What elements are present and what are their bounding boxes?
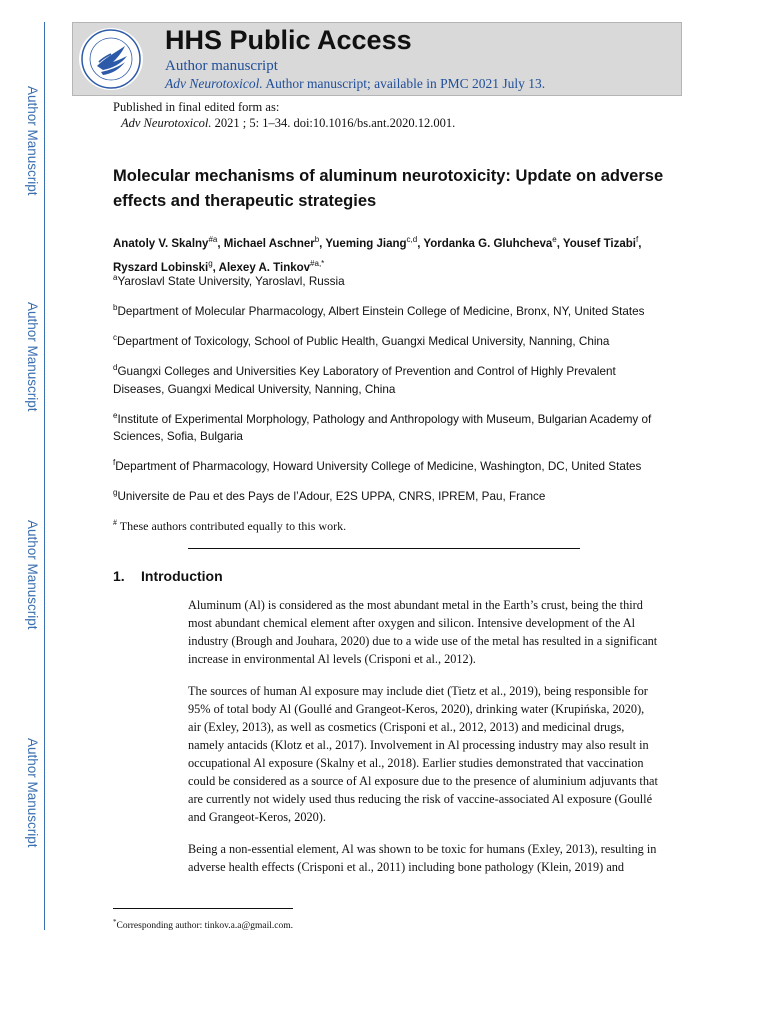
journal-name[interactable]: Adv Neurotoxicol. [165, 76, 263, 91]
section-title: Introduction [141, 568, 223, 584]
author-name: Yueming Jiang [325, 237, 407, 250]
affiliation-sup: g [113, 488, 118, 498]
author-name: Ryszard Lobinski [113, 261, 209, 274]
sidebar-rule [44, 22, 45, 930]
affiliation-text: Yaroslavl State University, Yaroslavl, Russia [117, 274, 345, 288]
affiliation-sup: d [113, 362, 118, 372]
availability-text: Author manuscript; available in PMC 2021 July 13. [265, 76, 546, 91]
section-heading [113, 568, 223, 584]
author-name: Alexey A. Tinkov [218, 261, 311, 274]
affiliation-text: Guangxi Colleges and Universities Key Laboratory of Prevention and Control of Highly Prevalent Diseases, Guangxi Medical University, Nanning, China [113, 364, 616, 396]
affiliation-text: Universite de Pau et des Pays de l’Adour, E2S UPPA, CNRS, IPREM, Pau, France [117, 490, 546, 504]
affiliation [113, 269, 658, 291]
affiliation [113, 329, 658, 351]
affiliation-sup: e [113, 410, 118, 420]
footnote-divider [113, 908, 293, 909]
author-name: Anatoly V. Skalny [113, 237, 209, 250]
published-journal: Adv Neurotoxicol. [121, 116, 212, 130]
author-sup: e [552, 235, 557, 244]
sidebar-label-author-manuscript: Author Manuscript [25, 520, 40, 630]
affiliation-text: Department of Pharmacology, Howard University College of Medicine, Washington, DC, United States [115, 460, 642, 474]
published-details: 2021 ; 5: 1–34. doi:10.1016/bs.ant.2020.12.001. [214, 116, 456, 130]
affiliation-text: Department of Molecular Pharmacology, Albert Einstein College of Medicine, Bronx, NY, United States [117, 304, 645, 318]
journal-citation [165, 76, 545, 92]
affiliation [113, 299, 658, 321]
sidebar-label-author-manuscript: Author Manuscript [25, 86, 40, 196]
author-sup: b [314, 235, 320, 244]
author-sup: f [635, 235, 639, 244]
paragraph: The sources of human Al exposure may include diet (Tietz et al., 2019), being responsible for 95% of total body Al (Goullé and Grangeot-Keros, 2020), drinking water (Krupińska, 2020), air (Exley, 2013), as well as cosmetics (Crisponi et al., 2012, 2013) and medicinal drugs, namely antacids (Klotz et al., 2017). Involvement in Al processing industry may also result in occupational Al exposure (Skalny et al., 2018). Earlier studies demonstrated that vaccination could be considered as a source of Al exposure due to the presence of aluminium adjuvants that are currently not widely used thus reducing the risk of vaccine-associated Al exposure (Goullé and Grangeot-Keros, 2020). [188, 684, 658, 824]
author-sup: #a,* [310, 258, 325, 268]
paragraph: Aluminum (Al) is considered as the most abundant metal in the Earth’s crust, being the third most abundant chemical element after oxygen and silicon. Intensive development of the Al industry (Brough and Jouhara, 2020) due to a wide use of the metal has resulted in a significant increase in environmental Al levels (Crisponi et al., 2012). [188, 598, 658, 666]
paper-title: Molecular mechanisms of aluminum neurotoxicity: Update on adverse effects and therapeutic strategies [113, 167, 664, 210]
footnote [113, 918, 293, 931]
note-text: These authors contributed equally to this work. [119, 519, 347, 534]
author-name: Yousef Tizabi [562, 237, 636, 250]
author-sup: c,d [406, 235, 418, 244]
affiliation-text: Institute of Experimental Morphology, Pathology and Anthropology with Museum, Bulgarian Academy of Sciences, Sofia, Bulgaria [113, 412, 652, 444]
affiliation-sup: c [113, 332, 117, 342]
section-body [188, 596, 658, 890]
affiliation-sup: f [113, 458, 116, 468]
hhs-header [72, 22, 682, 96]
affiliation-sup: b [113, 302, 118, 312]
sidebar-label-author-manuscript: Author Manuscript [25, 302, 40, 412]
published-label: Published in final edited form as: [113, 100, 280, 114]
note-sup: # [113, 518, 117, 528]
hhs-eagle-logo-icon [79, 28, 143, 90]
equal-contribution-note [113, 514, 658, 535]
hhs-title: HHS Public Access [165, 25, 412, 55]
author-name: Yordanka G. Gluhcheva [423, 237, 553, 250]
author-list: Anatoly V. Skalny$^{\#a}$, Michael Aschner$^b$, Yueming Jiang$^{c,d}$, Yordanka G. Gluhcheva$^e$, Yousef Tizabi$^f$, Ryszard Lobinski$^g$, Alexey A. Tinkov$^{\#a,*}$ [113, 235, 642, 274]
author-manuscript-label: Author manuscript [165, 58, 278, 74]
affiliation [113, 454, 658, 476]
paragraph: Being a non-essential element, Al was shown to be toxic for humans (Exley, 2013), resulting in adverse health effects (Crisponi et al., 2011) including bone pathology (Klein, 2019) and [188, 842, 657, 874]
author-name: Michael Aschner [223, 237, 315, 250]
published-citation [121, 116, 455, 131]
affiliation [113, 359, 658, 399]
affiliations [113, 269, 658, 543]
affiliation-text: Department of Toxicology, School of Public Health, Guangxi Medical University, Nanning, China [117, 334, 610, 348]
footnote-text: Corresponding author: tinkov.a.a@gmail.com. [116, 921, 293, 932]
affiliation [113, 484, 658, 506]
author-sup: g [208, 258, 213, 268]
section-number: 1. [113, 568, 125, 584]
affiliation-sup: a [113, 273, 118, 282]
sidebar-label-author-manuscript: Author Manuscript [25, 738, 40, 848]
divider [188, 548, 580, 549]
affiliation [113, 407, 658, 447]
footnote-sup: * [113, 918, 117, 926]
author-sup: #a [208, 235, 218, 244]
